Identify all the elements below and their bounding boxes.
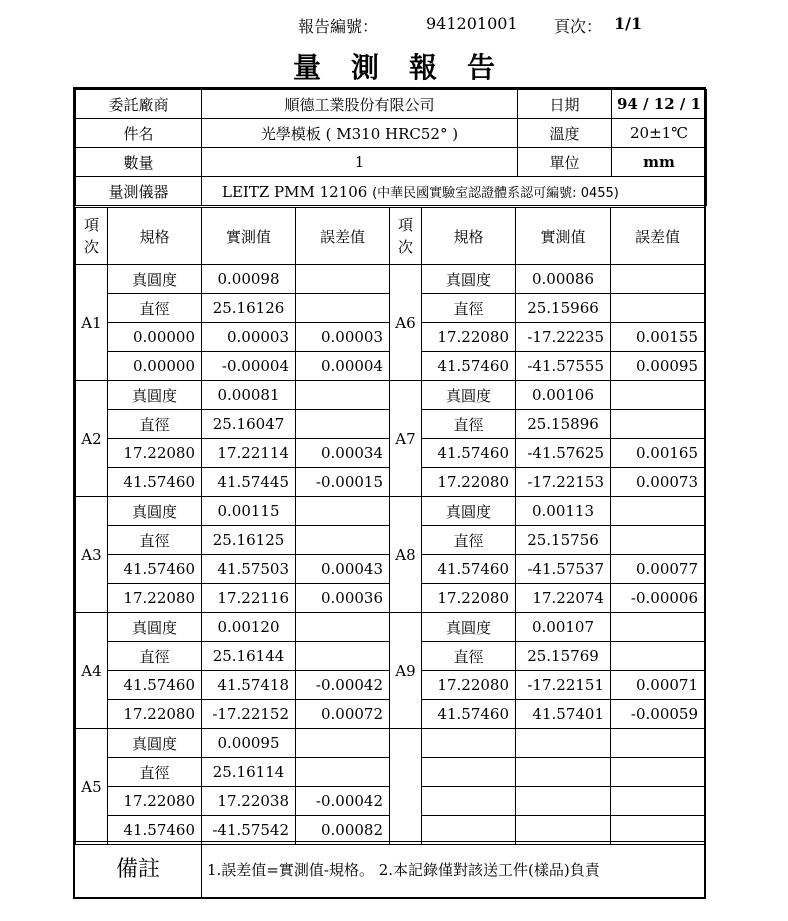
- cell-spec: 41.57460: [108, 671, 202, 700]
- page-number: 1/1: [614, 14, 643, 33]
- cell-error: [296, 265, 390, 294]
- cell-error: [296, 497, 390, 526]
- cell-error: [611, 613, 705, 642]
- table-row: [76, 613, 705, 642]
- cell-spec: 真圓度: [422, 381, 516, 410]
- cell-spec: 17.22080: [108, 787, 202, 816]
- cell-error: 0.00155: [611, 323, 705, 352]
- cell-measured: 0.00081: [202, 381, 296, 410]
- instrument-accreditation: (中華民國實驗室認證體系認可編號: 0455): [372, 185, 619, 201]
- cell-spec: 真圓度: [108, 497, 202, 526]
- cell-measured: 41.57503: [202, 555, 296, 584]
- cell-error: [611, 294, 705, 323]
- table-row: [76, 381, 705, 410]
- item-id: A6: [390, 265, 422, 381]
- cell-spec: 真圓度: [108, 613, 202, 642]
- report-number: 941201001: [426, 14, 518, 33]
- cell-error: [296, 613, 390, 642]
- cell-measured: 0.00086: [516, 265, 611, 294]
- cell-measured: 17.22116: [202, 584, 296, 613]
- header-item: 項 次: [390, 207, 422, 265]
- header-item: 項 次: [76, 207, 108, 265]
- cell-spec: 41.57460: [422, 439, 516, 468]
- cell-spec: 41.57460: [422, 352, 516, 381]
- cell-measured: 17.22114: [202, 439, 296, 468]
- cell-error: -0.00015: [296, 468, 390, 497]
- cell-measured: 0.00095: [202, 729, 296, 758]
- cell-measured: 41.57401: [516, 700, 611, 729]
- cell-error: 0.00165: [611, 439, 705, 468]
- cell-spec: 17.22080: [108, 584, 202, 613]
- item-value: 光學模板 ( M310 HRC52° ): [202, 119, 518, 148]
- quantity-value: 1: [202, 148, 518, 177]
- cell-error: 0.00071: [611, 671, 705, 700]
- instrument-label: 量測儀器: [76, 177, 202, 206]
- item-id: A2: [76, 381, 108, 497]
- cell-measured: 25.16126: [202, 294, 296, 323]
- table-row: [76, 729, 705, 758]
- cell-error: [296, 729, 390, 758]
- cell-spec: 41.57460: [108, 555, 202, 584]
- item-id: A8: [390, 497, 422, 613]
- cell-measured: 25.16144: [202, 642, 296, 671]
- temperature-value: 20±1℃: [612, 119, 707, 148]
- cell-spec: 41.57460: [422, 700, 516, 729]
- cell-error: 0.00034: [296, 439, 390, 468]
- cell-spec: 真圓度: [422, 497, 516, 526]
- cell-error: [611, 526, 705, 555]
- cell-empty: [516, 787, 611, 816]
- cell-measured: -0.00004: [202, 352, 296, 381]
- cell-spec: 直徑: [422, 294, 516, 323]
- cell-spec: 17.22080: [422, 468, 516, 497]
- header-error: 誤差值: [296, 207, 390, 265]
- cell-spec: 直徑: [108, 758, 202, 787]
- item-id: A7: [390, 381, 422, 497]
- cell-measured: 25.15756: [516, 526, 611, 555]
- header-measured: 實測值: [202, 207, 296, 265]
- cell-empty: [422, 758, 516, 787]
- cell-measured: 41.57418: [202, 671, 296, 700]
- report-form: [73, 87, 706, 899]
- cell-error: 0.00003: [296, 323, 390, 352]
- cell-error: 0.00043: [296, 555, 390, 584]
- cell-measured: 0.00106: [516, 381, 611, 410]
- header-spec: 規格: [422, 207, 516, 265]
- cell-error: -0.00059: [611, 700, 705, 729]
- date-label: 日期: [518, 90, 612, 119]
- cell-spec: 真圓度: [422, 265, 516, 294]
- item-label: 件名: [76, 119, 202, 148]
- cell-error: [611, 410, 705, 439]
- cell-spec: 41.57460: [422, 555, 516, 584]
- cell-spec: 直徑: [422, 526, 516, 555]
- cell-error: [296, 381, 390, 410]
- cell-spec: 直徑: [108, 294, 202, 323]
- remarks-label: 備註: [75, 842, 202, 898]
- client-value: 順德工業股份有限公司: [202, 90, 518, 119]
- cell-error: 0.00004: [296, 352, 390, 381]
- cell-spec: 直徑: [108, 642, 202, 671]
- table-row: [76, 265, 705, 294]
- cell-empty: [422, 787, 516, 816]
- report-title: 量測報告: [292, 51, 525, 84]
- header-spec: 規格: [108, 207, 202, 265]
- temperature-label: 溫度: [518, 119, 612, 148]
- cell-measured: 0.00113: [516, 497, 611, 526]
- client-label: 委託廠商: [76, 90, 202, 119]
- cell-measured: 0.00115: [202, 497, 296, 526]
- item-id: A5: [76, 729, 108, 845]
- cell-error: [296, 758, 390, 787]
- cell-measured: 0.00098: [202, 265, 296, 294]
- cell-error: [611, 642, 705, 671]
- info-table: [75, 89, 707, 206]
- cell-empty: [422, 729, 516, 758]
- unit-label: 單位: [518, 148, 612, 177]
- cell-spec: 17.22080: [422, 323, 516, 352]
- cell-spec: 0.00000: [108, 352, 202, 381]
- cell-measured: -17.22153: [516, 468, 611, 497]
- item-id: A3: [76, 497, 108, 613]
- cell-measured: -41.57542: [202, 816, 296, 845]
- cell-error: 0.00095: [611, 352, 705, 381]
- cell-error: [611, 381, 705, 410]
- quantity-label: 數量: [76, 148, 202, 177]
- cell-spec: 真圓度: [108, 729, 202, 758]
- cell-measured: 25.16047: [202, 410, 296, 439]
- cell-empty: [516, 729, 611, 758]
- cell-measured: -41.57625: [516, 439, 611, 468]
- cell-measured: -17.22151: [516, 671, 611, 700]
- remarks-text: 1.誤差值=實測值-規格。 2.本記錄僅對該送工件(樣品)負責: [207, 861, 600, 879]
- cell-spec: 直徑: [422, 410, 516, 439]
- cell-spec: 17.22080: [108, 439, 202, 468]
- cell-error: -0.00006: [611, 584, 705, 613]
- cell-measured: 25.15896: [516, 410, 611, 439]
- page-label: 頁次：: [554, 17, 603, 36]
- cell-measured: 25.16114: [202, 758, 296, 787]
- cell-spec: 17.22080: [422, 671, 516, 700]
- date-value: 94 / 12 / 1: [612, 90, 707, 119]
- cell-spec: 17.22080: [108, 700, 202, 729]
- cell-empty: [611, 729, 705, 758]
- cell-error: -0.00042: [296, 671, 390, 700]
- cell-empty: [611, 758, 705, 787]
- item-id: A4: [76, 613, 108, 729]
- cell-measured: 17.22038: [202, 787, 296, 816]
- cell-error: [611, 265, 705, 294]
- unit-value: mm: [612, 148, 707, 177]
- header-measured: 實測值: [516, 207, 611, 265]
- cell-error: [296, 526, 390, 555]
- cell-spec: 真圓度: [108, 265, 202, 294]
- cell-error: 0.00036: [296, 584, 390, 613]
- item-id-empty: [390, 729, 422, 845]
- cell-error: 0.00073: [611, 468, 705, 497]
- cell-measured: -17.22152: [202, 700, 296, 729]
- cell-measured: 25.15966: [516, 294, 611, 323]
- cell-measured: -17.22235: [516, 323, 611, 352]
- cell-spec: 直徑: [422, 642, 516, 671]
- cell-empty: [516, 758, 611, 787]
- cell-measured: 0.00003: [202, 323, 296, 352]
- cell-measured: 0.00120: [202, 613, 296, 642]
- cell-error: 0.00077: [611, 555, 705, 584]
- cell-spec: 直徑: [108, 410, 202, 439]
- item-id: A1: [76, 265, 108, 381]
- cell-error: -0.00042: [296, 787, 390, 816]
- header-row: [76, 207, 705, 265]
- cell-spec: 真圓度: [422, 613, 516, 642]
- cell-measured: 41.57445: [202, 468, 296, 497]
- remarks-section: [75, 841, 704, 898]
- instrument-name: LEITZ PMM 12106: [222, 182, 368, 201]
- report-number-label: 報告編號：: [298, 17, 379, 36]
- header-error: 誤差值: [611, 207, 705, 265]
- cell-spec: 真圓度: [108, 381, 202, 410]
- cell-measured: -41.57537: [516, 555, 611, 584]
- cell-spec: 17.22080: [422, 584, 516, 613]
- measurement-table: [75, 205, 705, 845]
- cell-measured: 25.15769: [516, 642, 611, 671]
- cell-measured: 17.22074: [516, 584, 611, 613]
- cell-spec: 41.57460: [108, 468, 202, 497]
- cell-empty: [611, 787, 705, 816]
- cell-measured: 0.00107: [516, 613, 611, 642]
- cell-error: [296, 410, 390, 439]
- cell-error: 0.00082: [296, 816, 390, 845]
- table-row: [76, 497, 705, 526]
- cell-spec: 0.00000: [108, 323, 202, 352]
- item-id: A9: [390, 613, 422, 729]
- cell-error: [611, 497, 705, 526]
- instrument-value: [202, 177, 707, 206]
- cell-error: 0.00072: [296, 700, 390, 729]
- cell-measured: -41.57555: [516, 352, 611, 381]
- cell-spec: 41.57460: [108, 816, 202, 845]
- cell-measured: 25.16125: [202, 526, 296, 555]
- cell-error: [296, 642, 390, 671]
- cell-error: [296, 294, 390, 323]
- cell-spec: 直徑: [108, 526, 202, 555]
